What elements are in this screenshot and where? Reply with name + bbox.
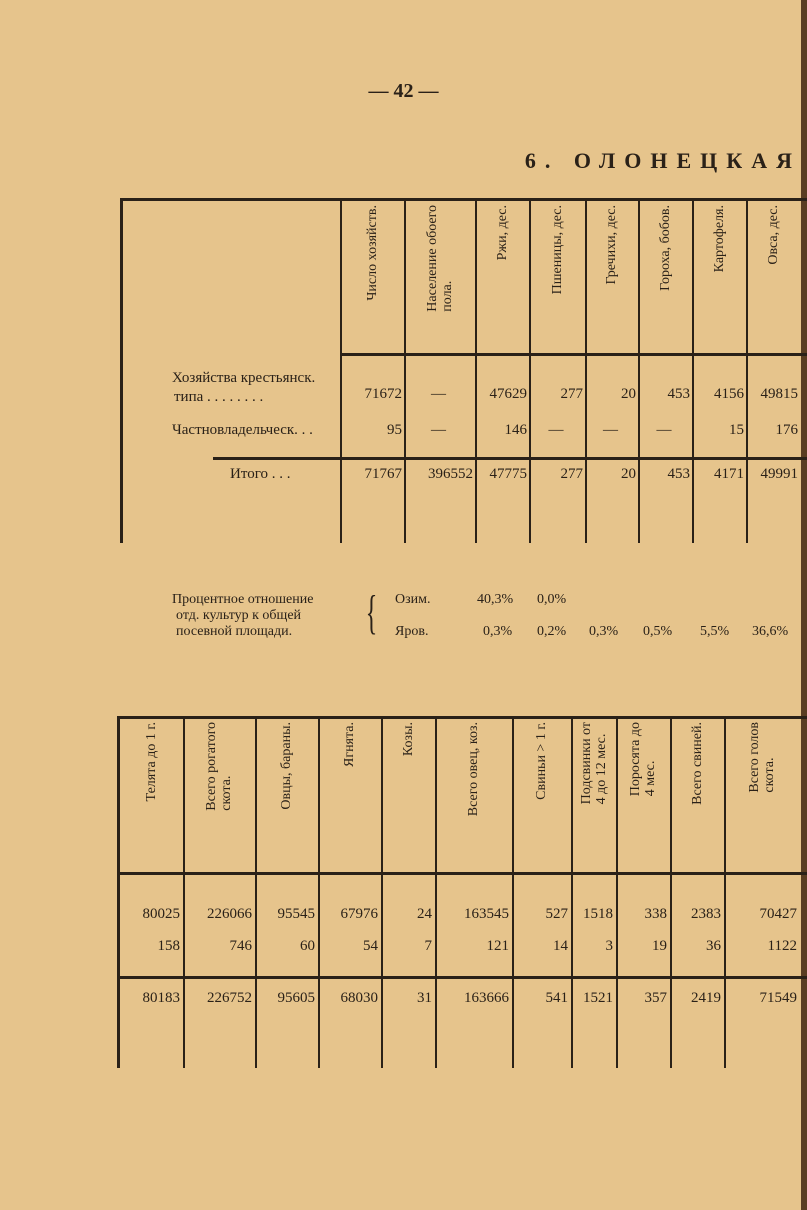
- rule: [117, 716, 807, 719]
- column-header-text: Подсвинки от 4 до 12 мес.: [578, 722, 609, 805]
- column-header: [616, 722, 670, 867]
- column-header-text: Ягнята.: [342, 722, 357, 768]
- table-cell: 36: [706, 938, 721, 954]
- table-cell: 4156: [714, 386, 744, 402]
- page-number: — 42 —: [368, 80, 439, 102]
- page-edge: [801, 0, 807, 1210]
- column-header-text: Население обоего пола.: [424, 205, 455, 312]
- column-header-text: Телята до 1 г.: [144, 722, 159, 802]
- total-cell: 80183: [142, 990, 180, 1006]
- table-cell: 19: [652, 938, 667, 954]
- yarov-value: 0,3%: [589, 624, 619, 639]
- table-cell: —: [603, 422, 618, 438]
- row-label: типа . . . . . . . .: [174, 389, 264, 405]
- column-header: [381, 722, 435, 867]
- table-cell: 1122: [767, 938, 797, 954]
- row-label: Хозяйства крестьянск.: [172, 370, 316, 386]
- total-cell: 453: [667, 466, 690, 482]
- yarov-value: 5,5%: [700, 624, 730, 639]
- table-cell: 49815: [760, 386, 798, 402]
- table-cell: 527: [545, 906, 568, 922]
- total-cell: 277: [560, 466, 583, 482]
- table-cell: 60: [300, 938, 315, 954]
- column-header-text: Поросята до 4 мес.: [628, 722, 658, 797]
- total-cell: 4171: [714, 466, 744, 482]
- column-header: [571, 722, 616, 867]
- table-cell: 80025: [142, 906, 180, 922]
- table-cell: —: [548, 422, 564, 438]
- row-label: Итого . . .: [230, 466, 291, 482]
- table-cell: 121: [486, 938, 509, 954]
- column-header-text: Всего овец, коз.: [466, 722, 481, 817]
- column-header: [638, 205, 692, 347]
- table-cell: 95: [387, 422, 402, 438]
- table-cell: 70427: [759, 906, 797, 922]
- table-cell: 15: [729, 422, 744, 438]
- table-cell: 95545: [277, 906, 315, 922]
- rule: [120, 198, 123, 543]
- percent-label: отд. культур к общей: [176, 608, 302, 623]
- row-label: Частновладельческ. . .: [172, 422, 313, 438]
- yarov-value: 0,5%: [643, 624, 673, 639]
- column-header: [529, 205, 585, 347]
- table-cell: 277: [560, 386, 583, 402]
- table-cell: 226066: [207, 906, 252, 922]
- table-cell: 54: [363, 938, 378, 954]
- total-cell: 68030: [340, 990, 378, 1006]
- column-header: [692, 205, 746, 347]
- column-header-text: Овса, дес.: [765, 205, 781, 265]
- percent-label: Процентное отношение: [172, 592, 314, 607]
- column-header: [746, 205, 800, 347]
- column-header: [340, 205, 404, 347]
- table-cell: 158: [157, 938, 180, 954]
- section-title: 6. ОЛОНЕЦКАЯ: [524, 148, 801, 173]
- total-cell: 396552: [428, 466, 473, 482]
- column-header-text: Число хозяйств.: [364, 205, 380, 301]
- column-header: [255, 722, 318, 867]
- column-header: [724, 722, 800, 867]
- rule: [117, 976, 807, 979]
- yarov-label: Яров.: [395, 624, 429, 639]
- column-header-text: Всего голов скота.: [747, 722, 777, 793]
- column-header-text: Гороха, бобов.: [657, 205, 673, 291]
- table-cell: 20: [621, 386, 636, 402]
- percent-label: посевной площади.: [176, 624, 293, 639]
- table-cell: 71672: [364, 386, 402, 402]
- table-cell: 746: [229, 938, 252, 954]
- table-cell: —: [431, 386, 446, 402]
- table-cell: 453: [667, 386, 690, 402]
- column-header: [404, 205, 475, 347]
- total-cell: 71767: [364, 466, 402, 482]
- table-cell: 338: [644, 906, 667, 922]
- total-cell: 95605: [277, 990, 315, 1006]
- rule: [340, 353, 807, 356]
- yarov-value: 36,6%: [752, 624, 789, 639]
- table-cell: —: [656, 422, 672, 438]
- table-cell: 1518: [583, 906, 613, 922]
- total-cell: 226752: [207, 990, 252, 1006]
- table-cell: 146: [504, 422, 527, 438]
- column-header: [318, 722, 381, 867]
- rule: [120, 198, 807, 201]
- total-cell: 31: [417, 990, 432, 1006]
- column-header: [475, 205, 529, 347]
- column-header: [435, 722, 512, 867]
- total-cell: 541: [545, 990, 568, 1006]
- column-header-text: Ржи, дес.: [494, 205, 510, 261]
- rule: [117, 872, 807, 875]
- total-cell: 47775: [489, 466, 527, 482]
- column-header: [670, 722, 724, 867]
- table-cell: 24: [417, 906, 432, 922]
- table-cell: 3: [605, 938, 613, 954]
- total-cell: 1521: [583, 990, 613, 1006]
- total-cell: 357: [644, 990, 667, 1006]
- ozim-value: 40,3%: [477, 592, 514, 607]
- total-cell: 71549: [759, 990, 797, 1006]
- table-cell: 176: [775, 422, 798, 438]
- column-header-text: Пшеницы, дес.: [549, 205, 565, 295]
- column-header-text: Гречихи, дес.: [604, 205, 619, 285]
- table-cell: 163545: [464, 906, 509, 922]
- total-cell: 49991: [760, 466, 798, 482]
- column-header-text: Картофеля.: [711, 205, 727, 273]
- table-cell: 2383: [691, 906, 721, 922]
- column-header-text: Всего рогатого скота.: [204, 722, 234, 811]
- table-cell: 47629: [489, 386, 527, 402]
- ozim-label: Озим.: [395, 592, 431, 607]
- column-header-text: Овцы, бараны.: [279, 722, 294, 810]
- table-cell: 7: [424, 938, 432, 954]
- table-cell: 67976: [340, 906, 378, 922]
- column-header-text: Свиньи > 1 г.: [534, 722, 549, 800]
- column-header: [585, 205, 638, 347]
- yarov-value: 0,3%: [483, 624, 513, 639]
- total-cell: 20: [621, 466, 636, 482]
- rule: [213, 457, 807, 460]
- brace: {: [365, 586, 378, 639]
- column-header: [120, 722, 183, 867]
- column-header: [512, 722, 571, 867]
- column-header-text: Всего свиней.: [689, 722, 705, 805]
- total-cell: 2419: [691, 990, 721, 1006]
- column-header: [183, 722, 255, 867]
- table-cell: 14: [553, 938, 568, 954]
- ozim-value: 0,0%: [537, 592, 567, 607]
- total-cell: 163666: [464, 990, 509, 1006]
- column-header-text: Козы.: [400, 722, 416, 757]
- table-cell: —: [431, 422, 446, 438]
- yarov-value: 0,2%: [537, 624, 567, 639]
